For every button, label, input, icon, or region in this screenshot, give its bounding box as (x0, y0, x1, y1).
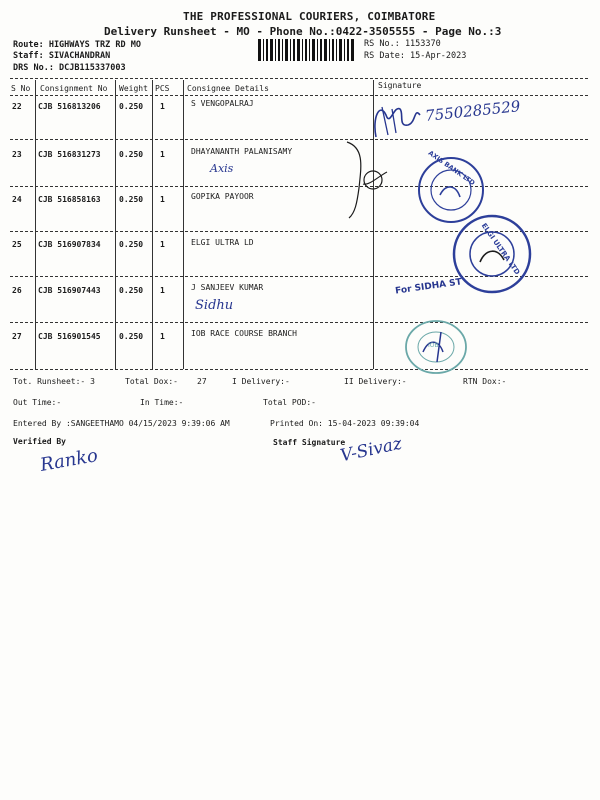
table-bottom-rule (10, 369, 588, 370)
row-consignee: IOB RACE COURSE BRANCH (191, 329, 297, 338)
row-weight: 0.250 (119, 286, 144, 295)
col-consignee: Consignee Details (187, 84, 269, 93)
handwritten-phone: 7550285529 (424, 97, 522, 125)
row-consignment: CJB 516907443 (38, 286, 101, 295)
col-weight: Weight (119, 84, 148, 93)
row-handwritten-note: Axis (210, 162, 234, 175)
in-time: In Time:- (140, 398, 184, 407)
out-time: Out Time:- (13, 398, 62, 407)
row-consignment: CJB 516813206 (38, 102, 101, 111)
row-weight: 0.250 (119, 102, 144, 111)
row-consignment: CJB 516907834 (38, 240, 101, 249)
row-consignee: GOPIKA PAYOOR (191, 192, 254, 201)
total-dox-value: 27 (197, 377, 207, 386)
for-sidha-stamp: For SIDHA ST (394, 277, 463, 297)
row-weight: 0.250 (119, 240, 144, 249)
row-sno: 24 (12, 195, 22, 204)
row-sno: 23 (12, 150, 22, 159)
verified-signature: Ranko (38, 445, 100, 476)
row-consignment: CJB 516858163 (38, 195, 101, 204)
row-pcs: 1 (160, 102, 165, 111)
row-pcs: 1 (160, 240, 165, 249)
table-top-rule (10, 78, 588, 79)
printed-on: Printed On: 15-04-2023 09:39:04 (270, 419, 420, 428)
col-sno: S No (11, 84, 31, 93)
entered-by: Entered By :SANGEETHAMO 04/15/2023 9:39:06 AM (13, 419, 230, 428)
total-runsheet: Tot. Runsheet:- 3 (13, 377, 95, 386)
row-weight: 0.250 (119, 150, 144, 159)
table-header-rule (10, 95, 588, 96)
row-pcs: 1 (160, 332, 165, 341)
route-label: Route: HIGHWAYS TRZ RD MO (13, 40, 141, 50)
rs-number: RS No.: 1153370 (364, 39, 441, 49)
drs-number: DRS No.: DCJB115337003 (13, 63, 126, 73)
elgi-stamp-text: ELGI ULTRA LTD (479, 221, 522, 277)
iob-stamp-text: IOB (428, 342, 439, 349)
staff-label: Staff: SIVACHANDRAN (13, 51, 111, 61)
col-consignment: Consignment No (40, 84, 108, 93)
row-sno: 26 (12, 286, 22, 295)
barcode (258, 39, 356, 61)
row-sno: 22 (12, 102, 22, 111)
row-consignee: ELGI ULTRA LD (191, 238, 254, 247)
col-divider (183, 80, 184, 369)
staff-signature-label: Staff Signature (273, 438, 346, 447)
row-weight: 0.250 (119, 332, 144, 341)
i-delivery: I Delivery:- (232, 377, 290, 386)
row-sno: 27 (12, 332, 22, 341)
row-pcs: 1 (160, 286, 165, 295)
row-separator (10, 186, 588, 187)
row-consignee: J SANJEEV KUMAR (191, 283, 264, 292)
total-pod: Total POD:- (263, 398, 316, 407)
ii-delivery: II Delivery:- (344, 377, 407, 386)
row-handwritten-note: Sidhu (195, 298, 234, 313)
row-separator (10, 139, 588, 140)
company-title: THE PROFESSIONAL COURIERS, COIMBATORE (183, 10, 436, 23)
row-consignee: DHAYANANTH PALANISAMY (191, 147, 293, 156)
axis-stamp-text: AXIS BANK LTD (426, 148, 477, 188)
row-consignment: CJB 516831273 (38, 150, 101, 159)
col-pcs: PCS (155, 84, 170, 93)
col-divider (115, 80, 116, 369)
elgi-ultra-stamp (450, 212, 535, 297)
total-dox-label: Total Dox:- (125, 377, 178, 386)
row-pcs: 1 (160, 150, 165, 159)
row-pcs: 1 (160, 195, 165, 204)
row-sno: 25 (12, 240, 22, 249)
staff-signature: V-Sivaz (338, 433, 404, 467)
row-consignment: CJB 516901545 (38, 332, 101, 341)
col-divider (152, 80, 153, 369)
row-consignee: S VENGOPALRAJ (191, 99, 254, 108)
rtn-dox: RTN Dox:- (463, 377, 507, 386)
verified-by: Verified By (13, 437, 66, 446)
col-signature: Signature (378, 81, 422, 90)
rs-date: RS Date: 15-Apr-2023 (364, 51, 467, 61)
row-separator (10, 322, 588, 323)
col-divider (35, 80, 36, 369)
runsheet-title: Delivery Runsheet - MO - Phone No.:0422-3505555 - Page No.:3 (104, 25, 502, 38)
row-weight: 0.250 (119, 195, 144, 204)
delivery-signature-23 (335, 138, 395, 228)
